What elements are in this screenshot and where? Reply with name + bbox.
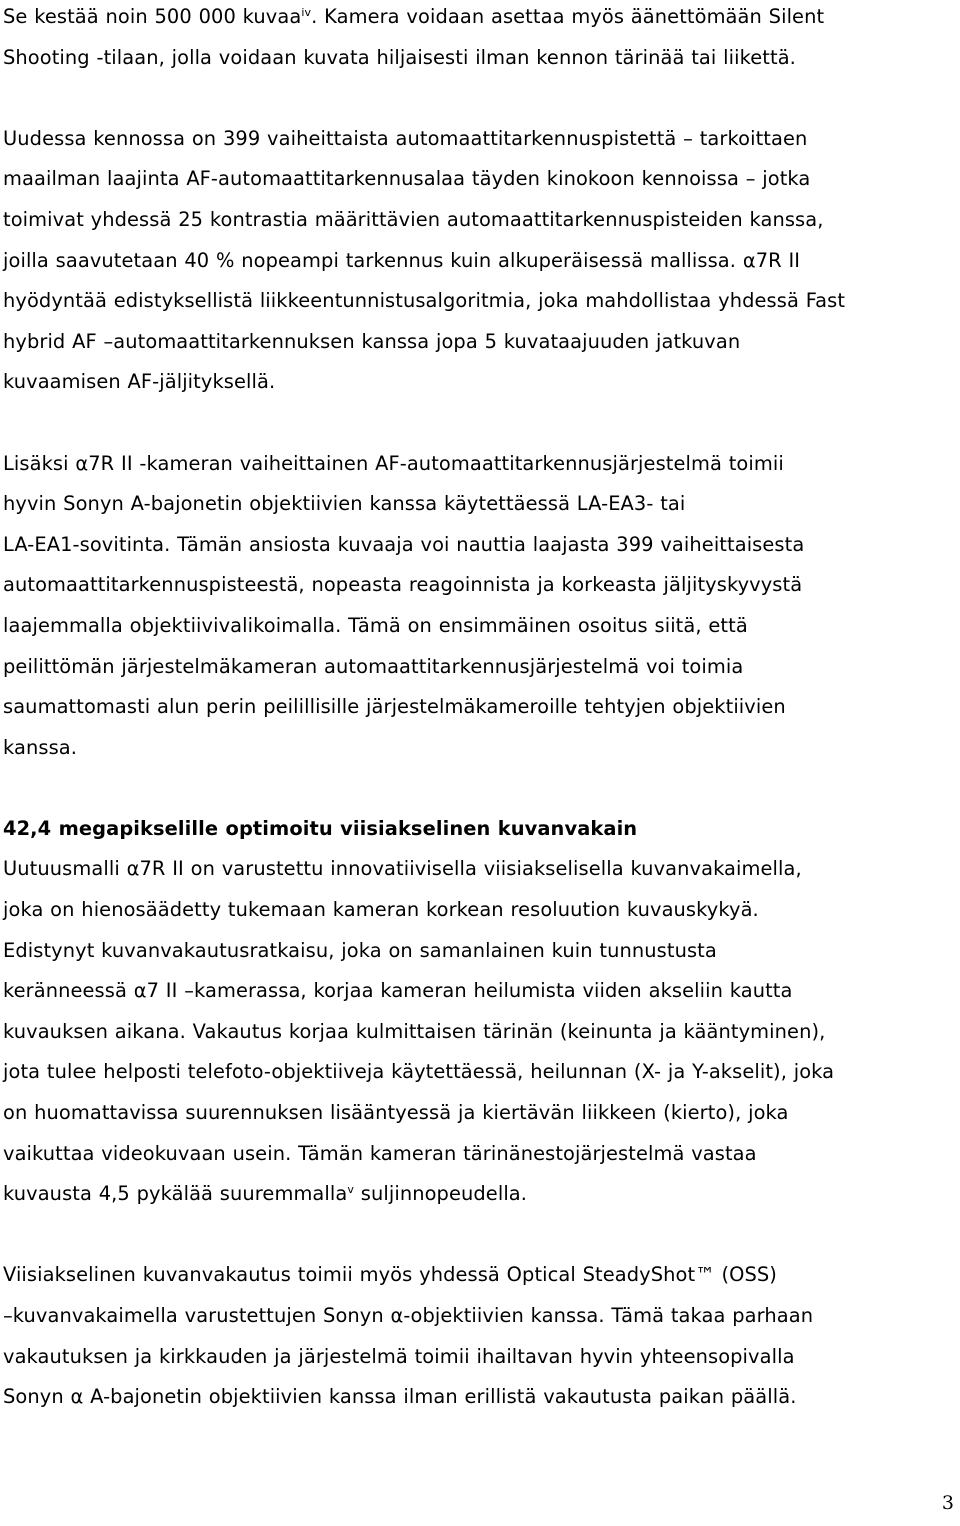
text-line: Uudessa kennossa on 399 vaiheittaista automaattitarkennuspistettä – tarkoittaen [3,126,808,150]
text-span: suljinnopeudella. [354,1182,528,1206]
text-line: hyvin Sonyn A-bajonetin objektiivien kanssa käytettäessä LA-EA3- tai [3,492,686,516]
text-span: . Kamera voidaan asettaa myös äänettömään Silent [311,5,825,28]
text-line: jota tulee helposti telefoto-objektiiveja käytettäessä, heilunnan (X- ja Y-akselit), joka [3,1060,835,1084]
text-line: toimivat yhdessä 25 kontrastia määrittävien automaattitarkennuspisteiden kanssa, [3,207,824,231]
text-line: hyödyntää edistyksellistä liikkeentunnistusalgoritmia, joka mahdollistaa yhdessä Fast [3,289,846,313]
text-line: peilittömän järjestelmäkameran automaattitarkennusjärjestelmä voi toimia [3,654,744,678]
page-number: 3 [941,1492,954,1514]
text-line: saumattomasti alun perin peilillisille järjestelmäkameroille tehtyjen objektiivien [3,695,786,719]
section-heading: 42,4 megapikselille optimoitu viisiakselinen kuvanvakain [3,816,638,840]
paragraph-silent-shooting [3,0,960,78]
paragraph-af-points [3,119,960,403]
text-line: keränneessä α7 II –kamerassa, korjaa kameran heilumista viiden akseliin kautta [3,979,793,1003]
text-line: kanssa. [3,735,78,759]
text-line [3,0,960,38]
text-line: Uutuusmalli α7R II on varustettu innovatiivisella viisiakselisella kuvanvakaimella, [3,857,802,881]
text-line: vaikuttaa videokuvaan usein. Tämän kameran tärinänestojärjestelmä vastaa [3,1141,757,1165]
text-line: Viisiakselinen kuvanvakautus toimii myös yhdessä Optical SteadyShot™ (OSS) [3,1263,777,1287]
text-line: on huomattavissa suurennuksen lisääntyessä ja kiertävän liikkeen (kierto), joka [3,1101,789,1125]
text-line: Shooting -tilaan, jolla voidaan kuvata hiljaisesti ilman kennon tärinää tai liikettä. [3,45,796,69]
text-line: laajemmalla objektiivivalikoimalla. Tämä on ensimmäinen osoitus siitä, että [3,613,748,637]
text-line: kuvauksen aikana. Vakautus korjaa kulmittaisen tärinän (keinunta ja kääntyminen), [3,1019,826,1043]
text-line: Edistynyt kuvanvakautusratkaisu, joka on samanlainen kuin tunnustusta [3,938,717,962]
text-line [3,1174,960,1215]
text-line: –kuvanvakaimella varustettujen Sonyn α-objektiivien kanssa. Tämä takaa parhaan [3,1304,814,1327]
text-line: automaattitarkennuspisteestä, nopeasta reagoinnista ja korkeasta jäljityskyvystä [3,573,803,597]
text-span: kuvausta 4,5 pykälää suuremmalla [3,1182,348,1206]
text-line: Sonyn α A-bajonetin objektiivien kanssa ilman erillistä vakautusta paikan päällä. [3,1385,797,1409]
paragraph-spacer [3,1215,960,1256]
text-line: LA-EA1-sovitinta. Tämän ansiosta kuvaaja voi nauttia laajasta 399 vaiheittaisesta [3,532,805,556]
text-line: joka on hienosäädetty tukemaan kameran korkean resoluution kuvauskykyä. [3,898,759,922]
paragraph-spacer [3,768,960,809]
paragraph-spacer [3,403,960,444]
document-page [3,0,960,1418]
footnote-ref-v: v [347,1183,354,1197]
text-line: vakautuksen ja kirkkauden ja järjestelmä toimii ihailtavan hyvin yhteensopivalla [3,1344,795,1368]
text-line: joilla saavutetaan 40 % nopeampi tarkennus kuin alkuperäisessä mallissa. α7R II [3,248,801,272]
text-line: hybrid AF –automaattitarkennuksen kanssa jopa 5 kuvataajuuden jatkuvan [3,329,741,353]
paragraph-stabilizer [3,849,960,1214]
text-line: maailman laajinta AF-automaattitarkennusalaa täyden kinokoon kennoissa – jotka [3,167,811,191]
text-line: kuvaamisen AF-jäljityksellä. [3,370,276,394]
text-span: Se kestää noin 500 000 kuvaa [3,5,302,28]
footnote-ref-iv: iv [301,6,312,19]
paragraph-a-mount [3,444,960,769]
paragraph-oss [3,1255,960,1417]
paragraph-spacer [3,78,960,119]
text-line: Lisäksi α7R II -kameran vaiheittainen AF-automaattitarkennusjärjestelmä toimii [3,451,784,475]
